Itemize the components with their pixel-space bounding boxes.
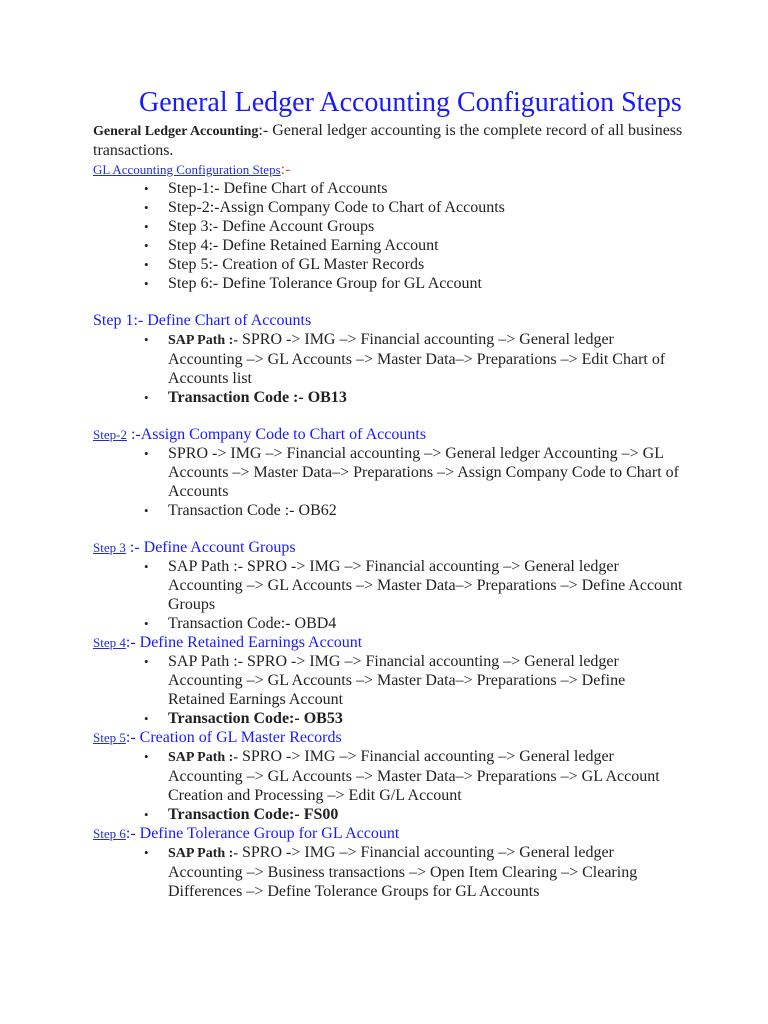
step2-heading-text: :-Assign Company Code to Chart of Accounts: [126, 426, 427, 443]
list-item: • Step 6:- Define Tolerance Group for GL Account: [168, 274, 683, 293]
step6-path-label: SAP Path :-: [168, 846, 238, 861]
step1-path-text: SPRO -> IMG –> Financial accounting –> General ledger Accounting –> GL Accounts –> Master Data–> Preparations –> Edit Chart of Accounts list: [168, 331, 666, 387]
config-suffix: :-: [280, 161, 291, 178]
list-item: • Step-2:-Assign Company Code to Chart of Accounts: [168, 198, 683, 217]
step2-tcode: • Transaction Code :- OB62: [168, 501, 683, 520]
step3-heading-text: :- Define Account Groups: [125, 539, 296, 556]
intro-sep: :-: [258, 122, 273, 139]
step5-path-label: SAP Path :-: [168, 750, 238, 765]
step4-heading: [93, 633, 683, 652]
step1-tcode-text: Transaction Code :- OB13: [168, 389, 347, 406]
step3-list: [93, 557, 683, 633]
step5-tcode: [168, 805, 683, 824]
step5-heading: [93, 728, 683, 747]
page-title: General Ledger Accounting Configuration Steps: [139, 87, 682, 118]
step6-heading: [93, 824, 683, 843]
step6-path-text: SPRO -> IMG –> Financial accounting –> General ledger Accounting –> Business transactions –> Open Item Clearing –> Clearing Differences –> Define Tolerance Groups for GL Accounts: [168, 844, 638, 900]
intro-text: General ledger accounting is the complete record of all business transactions.: [93, 122, 683, 159]
step2-link[interactable]: Step-2: [93, 427, 127, 442]
step6-list: [93, 843, 683, 901]
list-item: • Step 3:- Define Account Groups: [168, 217, 683, 236]
step1-path: [168, 330, 683, 388]
step5-link[interactable]: Step 5: [93, 730, 126, 745]
list-item: • Step 5:- Creation of GL Master Records: [168, 255, 683, 274]
step4-path: • SAP Path :- SPRO -> IMG –> Financial accounting –> General ledger Accounting –> GL Accounts –> Master Data–> Preparations –> Define Retained Earnings Account: [168, 652, 683, 709]
config-heading: [93, 160, 683, 179]
step4-tcode-text: Transaction Code:- OB53: [168, 710, 343, 727]
intro-paragraph: [93, 121, 683, 160]
step1-path-label: SAP Path :-: [168, 333, 238, 348]
intro-term: General Ledger Accounting: [93, 124, 259, 139]
step1-list: [93, 330, 683, 407]
step1-tcode: [168, 388, 683, 407]
step2-heading: [93, 425, 683, 444]
step4-link[interactable]: Step 4: [93, 635, 126, 650]
step6-heading-text: :- Define Tolerance Group for GL Account: [125, 825, 400, 842]
step3-heading: [93, 538, 683, 557]
step6-path: [168, 843, 683, 901]
list-item: • Step 4:- Define Retained Earning Account: [168, 236, 683, 255]
step5-path: [168, 747, 683, 805]
step5-path-text: SPRO -> IMG –> Financial accounting –> General ledger Accounting –> GL Accounts –> Master Data–> Preparations –> GL Account Creation and Processing –> Edit G/L Account: [168, 748, 660, 804]
config-steps-list: [93, 179, 683, 293]
step4-tcode: [168, 709, 683, 728]
step2-list: [93, 444, 683, 520]
step2-path: • SPRO -> IMG –> Financial accounting –> General ledger Accounting –> GL Accounts –> Master Data–> Preparations –> Assign Company Code to Chart of Accounts: [168, 444, 683, 501]
config-steps-link[interactable]: GL Accounting Configuration Steps: [93, 162, 281, 177]
step4-list: [93, 652, 683, 728]
step5-heading-text: :- Creation of GL Master Records: [125, 729, 342, 746]
step5-list: [93, 747, 683, 824]
step4-heading-text: :- Define Retained Earnings Account: [125, 634, 363, 651]
step1-heading: Step 1:- Define Chart of Accounts: [93, 312, 312, 329]
step3-tcode: • Transaction Code:- OBD4: [168, 614, 683, 633]
step5-tcode-text: Transaction Code:- FS00: [168, 806, 339, 823]
document-page: [93, 86, 683, 901]
step3-path: • SAP Path :- SPRO -> IMG –> Financial accounting –> General ledger Accounting –> GL Accounts –> Master Data–> Preparations –> Define Account Groups: [168, 557, 683, 614]
step3-link[interactable]: Step 3: [93, 540, 126, 555]
step6-link[interactable]: Step 6: [93, 826, 126, 841]
list-item: • Step-1:- Define Chart of Accounts: [168, 179, 683, 198]
